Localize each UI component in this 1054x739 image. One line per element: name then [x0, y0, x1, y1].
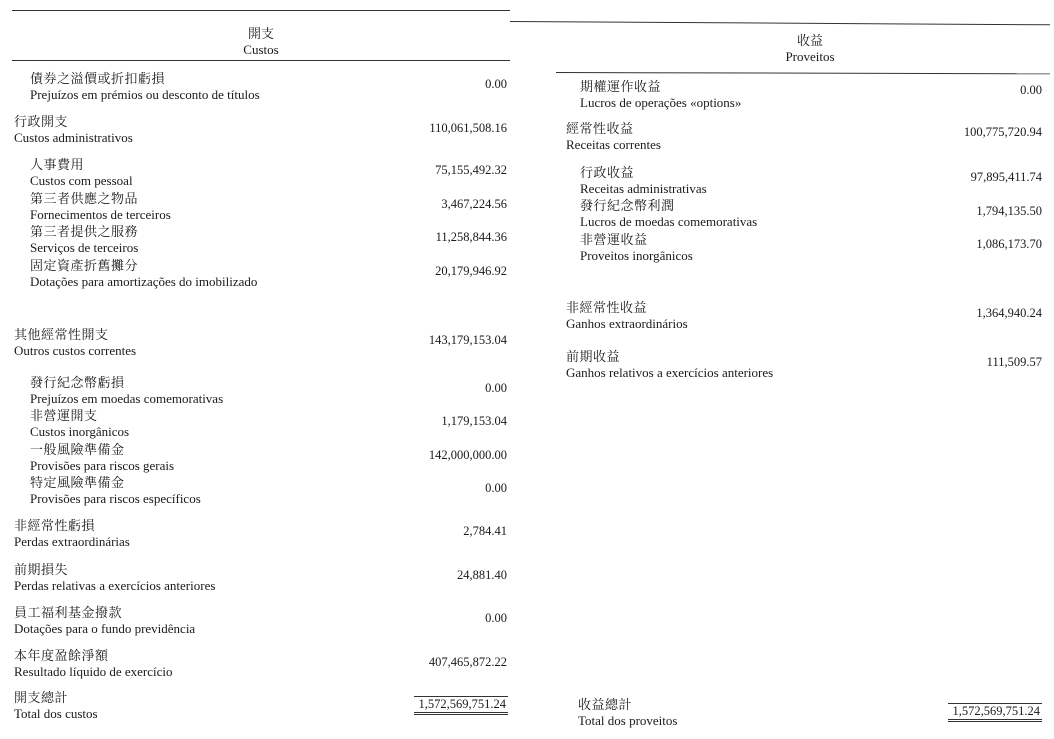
top-rule-left	[12, 10, 510, 11]
income-value: 97,895,411.74	[970, 170, 1042, 184]
expense-value: 24,881.40	[457, 568, 507, 582]
expense-value: 143,179,153.04	[428, 333, 507, 347]
expense-item: 行政開支 Custos administrativos	[14, 114, 133, 145]
expense-value: 75,155,492.32	[435, 163, 507, 177]
expense-item: 本年度盈餘淨額 Resultado líquido de exercício	[14, 648, 173, 679]
expense-value: 0.00	[485, 77, 507, 91]
expense-value: 1,179,153.04	[441, 414, 507, 428]
income-item: 行政收益 Receitas administrativas	[580, 165, 707, 196]
income-header	[570, 33, 1050, 65]
expense-item: 一般風險準備金 Provisões para riscos gerais	[30, 442, 175, 473]
expense-value: 110,061,508.16	[429, 121, 507, 135]
expenses-header	[12, 26, 510, 58]
expense-item: 非營運開支 Custos inorgânicos	[30, 408, 130, 439]
expense-item: 特定風險準備金 Provisões para riscos específicos	[30, 475, 201, 506]
expense-total-label: 開支總計 Total dos custos	[14, 690, 98, 721]
income-item: 發行紀念幣利潤 Lucros de moedas comemorativas	[580, 198, 758, 229]
income-item: 非經常性收益 Ganhos extraordinários	[566, 300, 688, 331]
expense-item: 非經常性虧損 Perdas extraordinárias	[14, 518, 130, 549]
expense-value: 3,467,224.56	[441, 197, 507, 211]
income-value: 1,086,173.70	[976, 237, 1042, 251]
expense-item: 其他經常性開支 Outros custos correntes	[14, 327, 137, 358]
expense-value: 20,179,946.92	[435, 264, 507, 278]
expense-item: 發行紀念幣虧損 Prejuízos em moedas comemorativas	[30, 375, 224, 406]
expense-total-value: 1,572,569,751.24	[414, 696, 508, 715]
income-value: 0.00	[1020, 83, 1042, 97]
income-total-value: 1,572,569,751.24	[948, 703, 1042, 722]
expense-item: 第三者提供之服務 Serviços de terceiros	[30, 224, 139, 255]
expense-item: 債券之溢價或折扣虧損 Prejuízos em prémios ou desconto de títulos	[30, 71, 260, 102]
expense-value: 142,000,000.00	[428, 448, 507, 462]
expense-item: 員工福利基金撥款 Dotações para o fundo previdência	[14, 605, 196, 636]
expenses-header-zh: 開支	[247, 26, 274, 41]
expense-value: 0.00	[485, 611, 507, 625]
expense-item: 人事費用 Custos com pessoal	[30, 157, 133, 188]
expense-value: 0.00	[485, 481, 507, 495]
income-item: 經常性收益 Receitas correntes	[566, 121, 661, 152]
income-value: 100,775,720.94	[963, 125, 1042, 139]
income-item: 期權運作收益 Lucros de operações «options»	[580, 79, 742, 110]
income-total-label: 收益總計 Total dos proveitos	[578, 697, 678, 728]
income-value: 111,509.57	[986, 355, 1042, 369]
expense-value: 407,465,872.22	[428, 655, 507, 669]
expense-item: 第三者供應之物品 Fornecimentos de terceiros	[30, 191, 171, 222]
expense-value: 11,258,844.36	[435, 230, 507, 244]
expense-value: 0.00	[485, 381, 507, 395]
income-value: 1,794,135.50	[976, 204, 1042, 218]
expense-value: 2,784.41	[463, 524, 507, 538]
income-value: 1,364,940.24	[976, 306, 1042, 320]
income-item: 前期收益 Ganhos relativos a exercícios anteriores	[566, 349, 774, 380]
income-header-pt: Proveitos	[785, 49, 835, 64]
income-item: 非營運收益 Proveitos inorgânicos	[580, 232, 693, 263]
expenses-header-pt: Custos	[243, 42, 279, 57]
income-header-zh: 收益	[796, 33, 823, 48]
header-rule-right	[556, 72, 1050, 74]
header-rule-left	[12, 60, 510, 61]
expense-item: 前期損失 Perdas relativas a exercícios anteriores	[14, 562, 216, 593]
expense-item: 固定資產折舊攤分 Dotações para amortizações do imobilizado	[30, 258, 258, 289]
top-rule-right	[510, 21, 1050, 25]
